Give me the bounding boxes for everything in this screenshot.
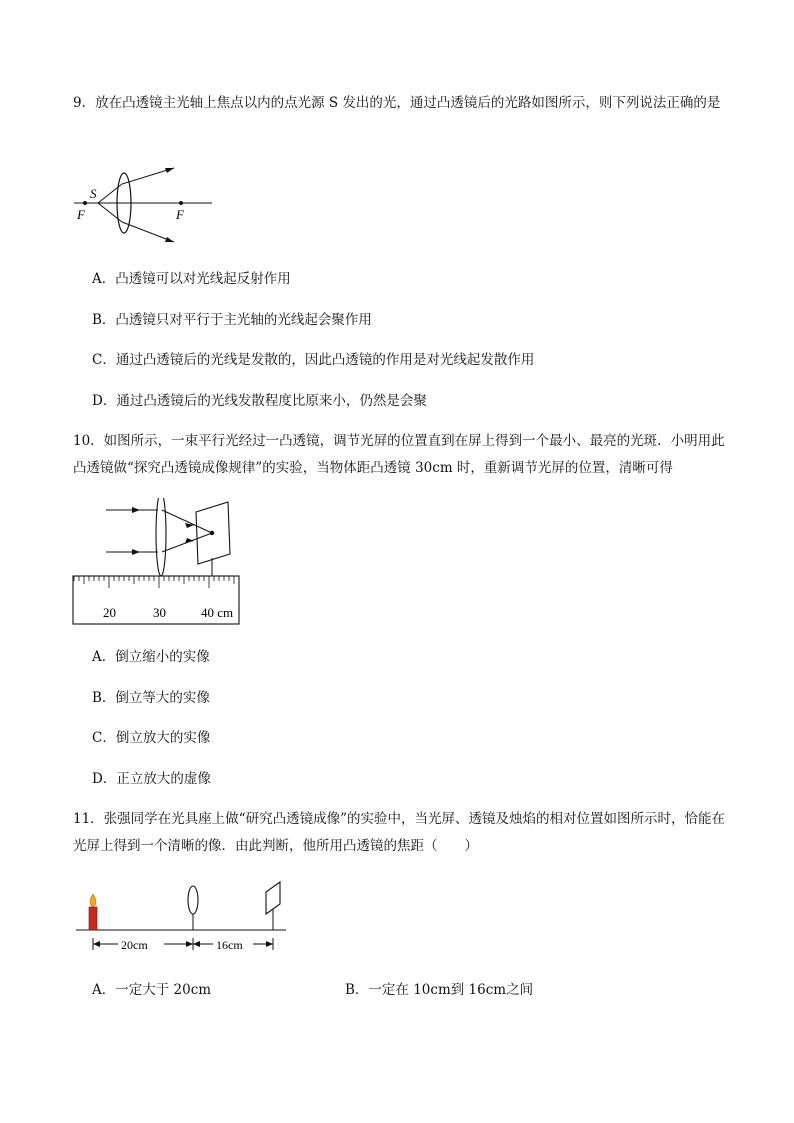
question-11-figure bbox=[70, 878, 295, 958]
question-10-figure bbox=[70, 498, 245, 628]
arrow-bottom bbox=[165, 237, 174, 242]
dim-arrow-1 bbox=[93, 941, 100, 947]
arrow-ray-bottom-in bbox=[132, 549, 140, 555]
dim-arrow-3 bbox=[193, 941, 200, 947]
question-9-option-c[interactable]: C．通过凸透镜后的光线是发散的，因此凸透镜的作用是对光线起发散作用 bbox=[92, 352, 535, 368]
label-source: S bbox=[90, 186, 97, 201]
label-focus-right: F bbox=[176, 207, 184, 222]
question-10-option-b[interactable]: B．倒立等大的实像 bbox=[92, 690, 210, 706]
ray-to-lens-top bbox=[98, 184, 122, 203]
question-10-option-d[interactable]: D．正立放大的虚像 bbox=[92, 771, 211, 787]
arrow-ray-bottom-out bbox=[185, 538, 194, 543]
question-9-option-d[interactable]: D．通过凸透镜后的光线发散程度比原来小，仍然是会聚 bbox=[92, 393, 427, 409]
ruler-label-30: 30 bbox=[153, 605, 166, 620]
question-10-option-c[interactable]: C．倒立放大的实像 bbox=[92, 730, 211, 746]
focal-spot bbox=[210, 531, 214, 535]
question-11-option-a[interactable]: A．一定大于 20cm bbox=[92, 982, 212, 998]
arrow-top bbox=[165, 168, 174, 173]
ray-to-lens-bottom bbox=[98, 203, 122, 222]
dim-arrow-2 bbox=[186, 941, 193, 947]
ray-out-bottom bbox=[122, 222, 174, 242]
ruler-label-20: 20 bbox=[103, 605, 116, 620]
question-9-option-a[interactable]: A．凸透镜可以对光线起反射作用 bbox=[92, 271, 291, 287]
dim-arrow-4 bbox=[266, 941, 273, 947]
question-11-stem: 11．张强同学在光具座上做“研究凸透镜成像”的实验中，当光屏、透镜及烛焰的相对位置如图所示时，恰能在光屏上得到一个清晰的像．由此判断，他所用凸透镜的焦距（ ） bbox=[73, 811, 725, 854]
distance-label-right: 16cm bbox=[216, 938, 243, 952]
focus-right-point bbox=[179, 201, 183, 205]
question-9-stem: 9．放在凸透镜主光轴上焦点以内的点光源 S 发出的光，通过凸透镜后的光路如图所示，则下列说法正确的是 bbox=[73, 95, 721, 111]
question-11-option-b[interactable]: B．一定在 10cm到 16cm之间 bbox=[345, 982, 534, 998]
question-10-option-a[interactable]: A．倒立缩小的实像 bbox=[92, 649, 210, 665]
question-9-figure bbox=[70, 160, 220, 255]
ruler-label-40: 40 cm bbox=[201, 605, 234, 620]
distance-label-left: 20cm bbox=[121, 938, 148, 952]
question-10-stem: 10．如图所示，一束平行光经过一凸透镜，调节光屏的位置直到在屏上得到一个最小、最亮的光斑．小明用此凸透镜做“探究凸透镜成像规律”的实验，当物体距凸透镜 30cm 时，重新调节光屏的位置，清晰可得 bbox=[73, 433, 725, 476]
candle-flame bbox=[90, 894, 96, 907]
candle-body bbox=[89, 907, 97, 930]
arrow-ray-top-in bbox=[132, 507, 140, 513]
focus-left-point bbox=[83, 201, 87, 205]
convex-lens bbox=[188, 886, 198, 914]
label-focus-left: F bbox=[77, 207, 85, 222]
question-9-option-b[interactable]: B．凸透镜只对平行于主光轴的光线起会聚作用 bbox=[92, 312, 372, 328]
ruler-ticks bbox=[74, 576, 239, 588]
ray-top-out bbox=[162, 510, 212, 533]
